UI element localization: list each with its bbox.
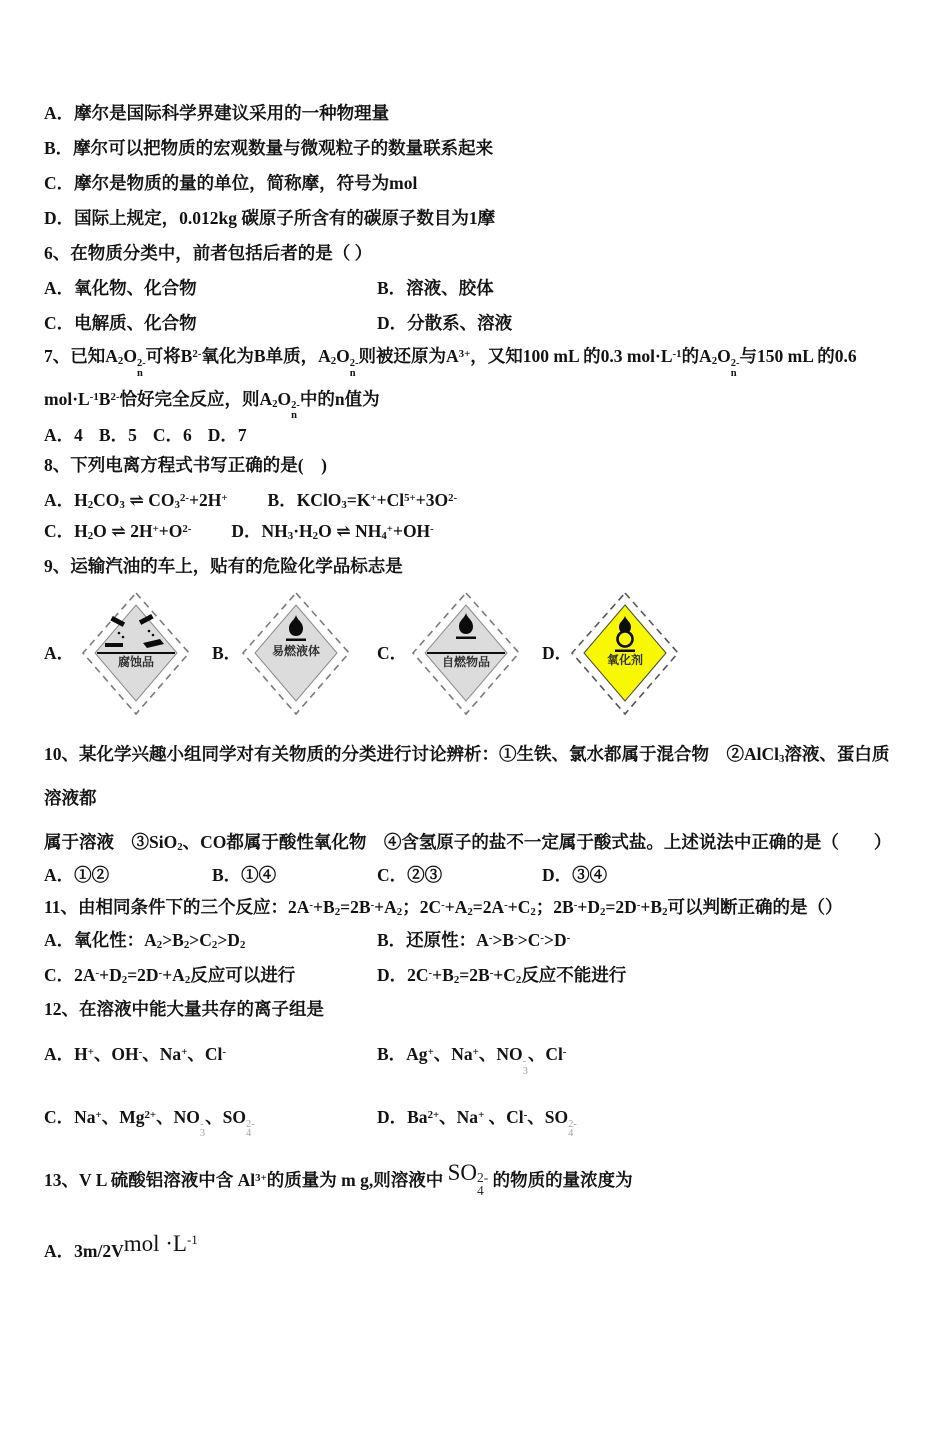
hazard-sign-oxidizer: [570, 591, 680, 716]
q10-option-d: D．③④: [542, 865, 608, 886]
q7-stem: 7、已知$A_2O$ 2- n 可将$B^{2-}$氧化为B单质，$A_2O$ 2- n 则被还原为$A^{3+}$，又知100 mL 的0.3 $mol\cdot L^{-1}$的$A_2O$ 2- n 与150 mL 的0.6 $mol\cdot L^{-1}B^{2-}$恰好完全反应，则$A_2O$ 2- n 中的n值为: [44, 346, 857, 422]
q6-option-c: C．电解质、化合物: [44, 313, 197, 333]
hazard-sign-spontaneously-combustible: [411, 591, 521, 716]
q10-options: [44, 858, 906, 893]
q11-stem: 11、由相同条件下的三个反应：$2A^-+B_2=2B^-+A_2$；$2C^-+A_2=2A^-+C_2$；$2B^-+D_2=2D^-+B_2$可以判断正确的是（）: [44, 897, 843, 919]
q12-options: [44, 1037, 906, 1139]
q11-options: [44, 923, 906, 993]
q8-option-c: C．$H_2O$ ⇌ $2H^++O^{2-}$: [44, 521, 192, 543]
q8-option-b: B．$KClO_3=K^++Cl^{5+}+3O^{2-}$: [267, 490, 458, 512]
exam-page: [0, 96, 950, 1269]
q7-option-d: D．7: [207, 425, 247, 446]
q13-stem: 13、V L 硫酸铝溶液中含 $Al^{3+}$的质量为 m g,则溶液中 SO 2- 4 的物质的量浓度为: [44, 1160, 633, 1198]
sign-text-flammable-liquid: 易燃液体: [271, 644, 321, 659]
q8-options-row-2: [44, 514, 906, 549]
q6-option-d: D．分散系、溶液: [377, 313, 513, 333]
q8-options-row-1: [44, 483, 906, 518]
q9-stem: 9、运输汽油的车上，贴有的危险化学品标志是: [44, 556, 403, 577]
sign-text-oxidizer: 氧化剂: [606, 653, 644, 668]
q5-option-a: A．摩尔是国际科学界建议采用的一种物理量: [44, 103, 390, 123]
hazard-sign-flammable-liquid: [241, 591, 351, 716]
q9-option-b-label: B．: [212, 643, 242, 664]
sign-text-corrosive: 腐蚀品: [117, 655, 155, 670]
q8-option-a: A．$H_2CO_3$ ⇌ $CO_3^{2-}+2H^+$: [44, 490, 228, 512]
q12-option-b: B．Ag+、Na+、NO - 3 、Cl-: [377, 1044, 567, 1077]
q11-option-a: A．氧化性：$A_2>B_2>C_2>D_2$: [44, 930, 246, 952]
q6-option-b: B．溶液、胶体: [377, 278, 494, 298]
q6-options: [44, 271, 906, 341]
q7-option-c: C．6: [152, 425, 192, 446]
q9-option-c-label: C．: [377, 643, 408, 664]
q12-option-d: D．$Ba^{2+}$、Na+ 、Cl-、SO 2- 4: [377, 1106, 577, 1140]
q5-option-b: B．摩尔可以把物质的宏观数量与微观粒子的数量联系起来: [44, 138, 494, 158]
q12-option-c: C．Na+、$Mg^{2+}$、NO - 3 、SO 2- 4: [44, 1106, 255, 1140]
q11-option-c: C．$2A^-+D_2=2D^-+A_2$反应可以进行: [44, 965, 296, 987]
q5-option-c: C．摩尔是物质的量的单位，简称摩，符号为mol: [44, 173, 418, 193]
q10-option-c: C．②③: [377, 865, 443, 886]
q13-option-a: A．3m/2Vmol $\cdot L^{-1}$: [44, 1230, 198, 1261]
q12-stem: 12、在溶液中能大量共存的离子组是: [44, 999, 324, 1020]
q11-option-d: D．$2C^-+B_2=2B^-+C_2$反应不能进行: [377, 965, 627, 987]
q7-option-b: B．5: [98, 425, 137, 446]
q9-option-d-label: D．: [542, 643, 573, 664]
q6-option-a: A．氧化物、化合物: [44, 278, 197, 298]
q12-option-a: A．H+、OH-、Na+、Cl-: [44, 1044, 226, 1065]
sign-text-spontaneously-combustible: 自燃物品: [441, 655, 491, 670]
q10-stem: 10、某化学兴趣小组同学对有关物质的分类进行讨论辨析：①生铁、氯水都属于混合物 ②AlCl$_3$溶液、蛋白质溶液都 属于溶液 ③SiO$_2$、CO都属于酸性氧化物 ④含氢原子的盐不一定属于酸式盐。上述说法中正确的是（ ）: [44, 744, 892, 854]
q10-option-b: B．①④: [212, 865, 277, 886]
q11-option-b: B．还原性：A->B->C->D-: [377, 930, 571, 951]
q8-stem: 8、下列电离方程式书写正确的是( ): [44, 455, 327, 476]
q10-option-a: A．①②: [44, 865, 110, 886]
hazard-sign-corrosive: [81, 591, 191, 716]
q9-option-a-label: A．: [44, 643, 75, 664]
q5-option-d: D．国际上规定，0.012kg 碳原子所含有的碳原子数目为1摩: [44, 208, 496, 228]
q6-stem: 6、在物质分类中，前者包括后者的是（ ）: [44, 243, 373, 263]
q9-signs-row: [44, 585, 906, 730]
q7-option-a: A．4: [44, 425, 83, 446]
q8-option-d: D．$NH_3\cdot H_2O$ ⇌ $NH_4^++OH^-$: [231, 521, 434, 543]
